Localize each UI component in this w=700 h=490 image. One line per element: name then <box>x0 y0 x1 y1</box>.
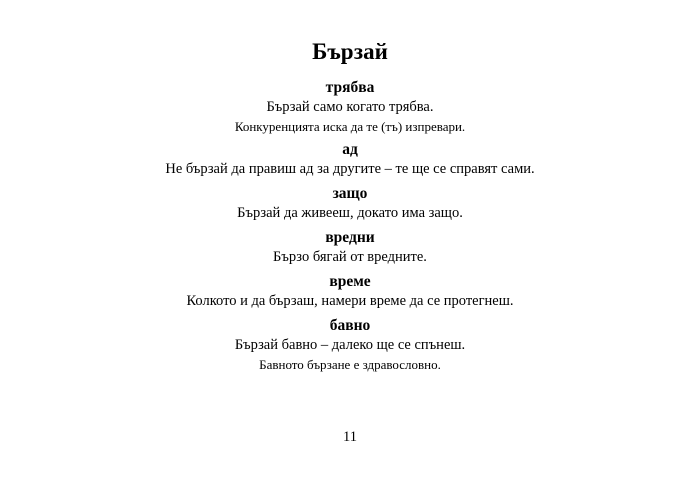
entry-heading-vreme: време <box>329 273 371 290</box>
entry-heading-bavno: бавно <box>329 317 371 334</box>
entry-line: Конкуренцията иска да те (тъ) изпревари. <box>234 119 466 134</box>
entry-heading-ad: ад <box>342 141 358 158</box>
entry-heading-tryabva: трябва <box>325 79 375 96</box>
page-title: Бързай <box>312 39 388 64</box>
entry-line: Бързай да живееш, докато има защо. <box>237 205 463 221</box>
entry-line: Бързай бавно – далеко ще се спънеш. <box>234 337 466 353</box>
entry-line: Колкото и да бързаш, намери време да се протегнеш. <box>186 293 514 309</box>
entry-line: Бързай само когато трябва. <box>266 99 434 115</box>
page-number: 11 <box>343 429 357 445</box>
entry-heading-vredni: вредни <box>325 229 375 246</box>
entry-line: Бързо бягай от вредните. <box>273 249 427 265</box>
entry-line: Не бързай да правиш ад за другите – те ще се справят сами. <box>165 161 535 177</box>
entry-heading-zashto: защо <box>332 185 368 202</box>
entry-line: Бавното бързане е здравословно. <box>259 357 441 372</box>
